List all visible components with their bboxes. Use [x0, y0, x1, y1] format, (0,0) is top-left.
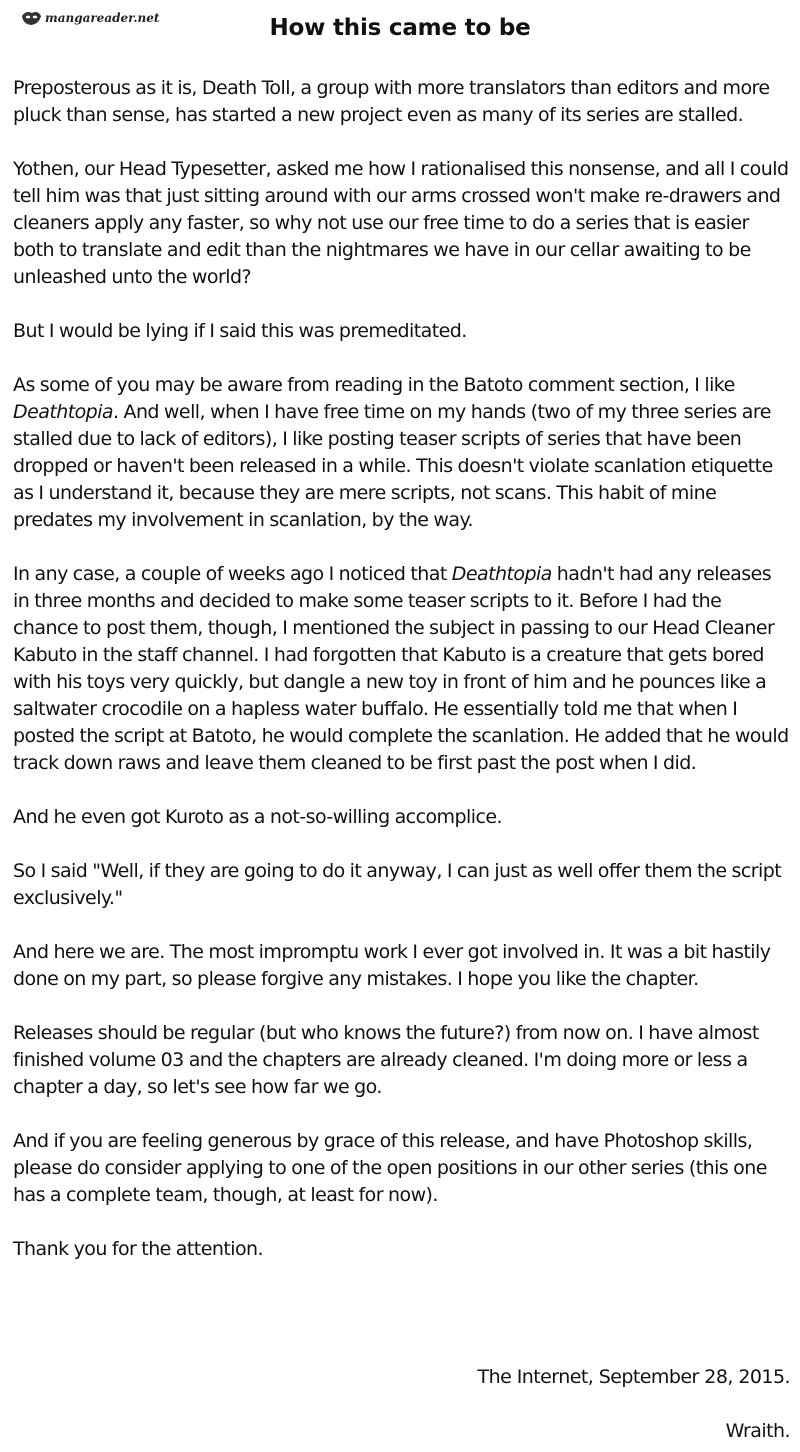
signoff-place-date: The Internet, September 28, 2015. [477, 1366, 790, 1388]
paragraph: Yothen, our Head Typesetter, asked me how I rationalised this nonsense, and all I could tell him was that just sitting around with our arms crossed won't make re-drawers and cleaners apply any faster, so why not use our free time to do a series that is easier both to translate and edit than the nightmares we have in our cellar awaiting to be unleashed unto the world? [13, 158, 789, 288]
letter-body [13, 75, 790, 1290]
paragraph-text: . And well, when I have free time on my hands (two of my three series are stalled due to lack of editors), I like posting teaser scripts of series that have been dropped or haven't been released in a while. This doesn't violate scanlation etiquette as I understand it, because they are mere scripts, not scans. This habit of mine predates my involvement in scanlation, by the way. [13, 401, 773, 531]
watermark-text: mangareader.net [45, 11, 160, 25]
paragraph: And here we are. The most impromptu work I ever got involved in. It was a bit hastily done on my part, so please forgive any mistakes. I hope you like the chapter. [13, 941, 771, 990]
paragraph: So I said "Well, if they are going to do it anyway, I can just as well offer them the script exclusively." [13, 860, 782, 909]
paragraph: Releases should be regular (but who knows the future?) from now on. I have almost finished volume 03 and the chapters are already cleaned. I'm doing more or less a chapter a day, so let's see how far we go. [13, 1022, 759, 1098]
paragraph-text: hadn't had any releases in three months and decided to make some teaser scripts to it. Before I had the chance to post them, though, I mentioned the subject in passing to our Head Cleaner Kabuto in the staff channel. I had forgotten that Kabuto is a creature that gets bored with his toys very quickly, but dangle a new toy in front of him and he pounces like a saltwater crocodile on a hapless water buffalo. He essentially told me that when I posted the script at Batoto, he would complete the scanlation. He added that he would track down raws and leave them cleaned to be first past the post when I did. [13, 563, 789, 774]
series-title: Deathtopia [13, 401, 114, 423]
series-title: Deathtopia [451, 563, 552, 585]
page-title: How this came to be [269, 15, 531, 41]
paragraph-text: As some of you may be aware from reading in the Batoto comment section, I like [13, 374, 735, 396]
paragraph: And he even got Kuroto as a not-so-willing accomplice. [13, 806, 503, 828]
paragraph: Preposterous as it is, Death Toll, a group with more translators than editors and more pluck than sense, has started a new project even as many of its series are stalled. [13, 77, 770, 126]
signature: Wraith. [725, 1420, 790, 1442]
paragraph: But I would be lying if I said this was premeditated. [13, 320, 467, 342]
paragraph: Thank you for the attention. [13, 1238, 264, 1260]
paragraph: And if you are feeling generous by grace of this release, and have Photoshop skills, please do consider applying to one of the open positions in our other series (this one has a complete team, though, at least for now). [13, 1130, 767, 1206]
paragraph [13, 561, 790, 777]
paragraph [13, 372, 790, 534]
paragraph-text: In any case, a couple of weeks ago I noticed that [13, 563, 452, 585]
